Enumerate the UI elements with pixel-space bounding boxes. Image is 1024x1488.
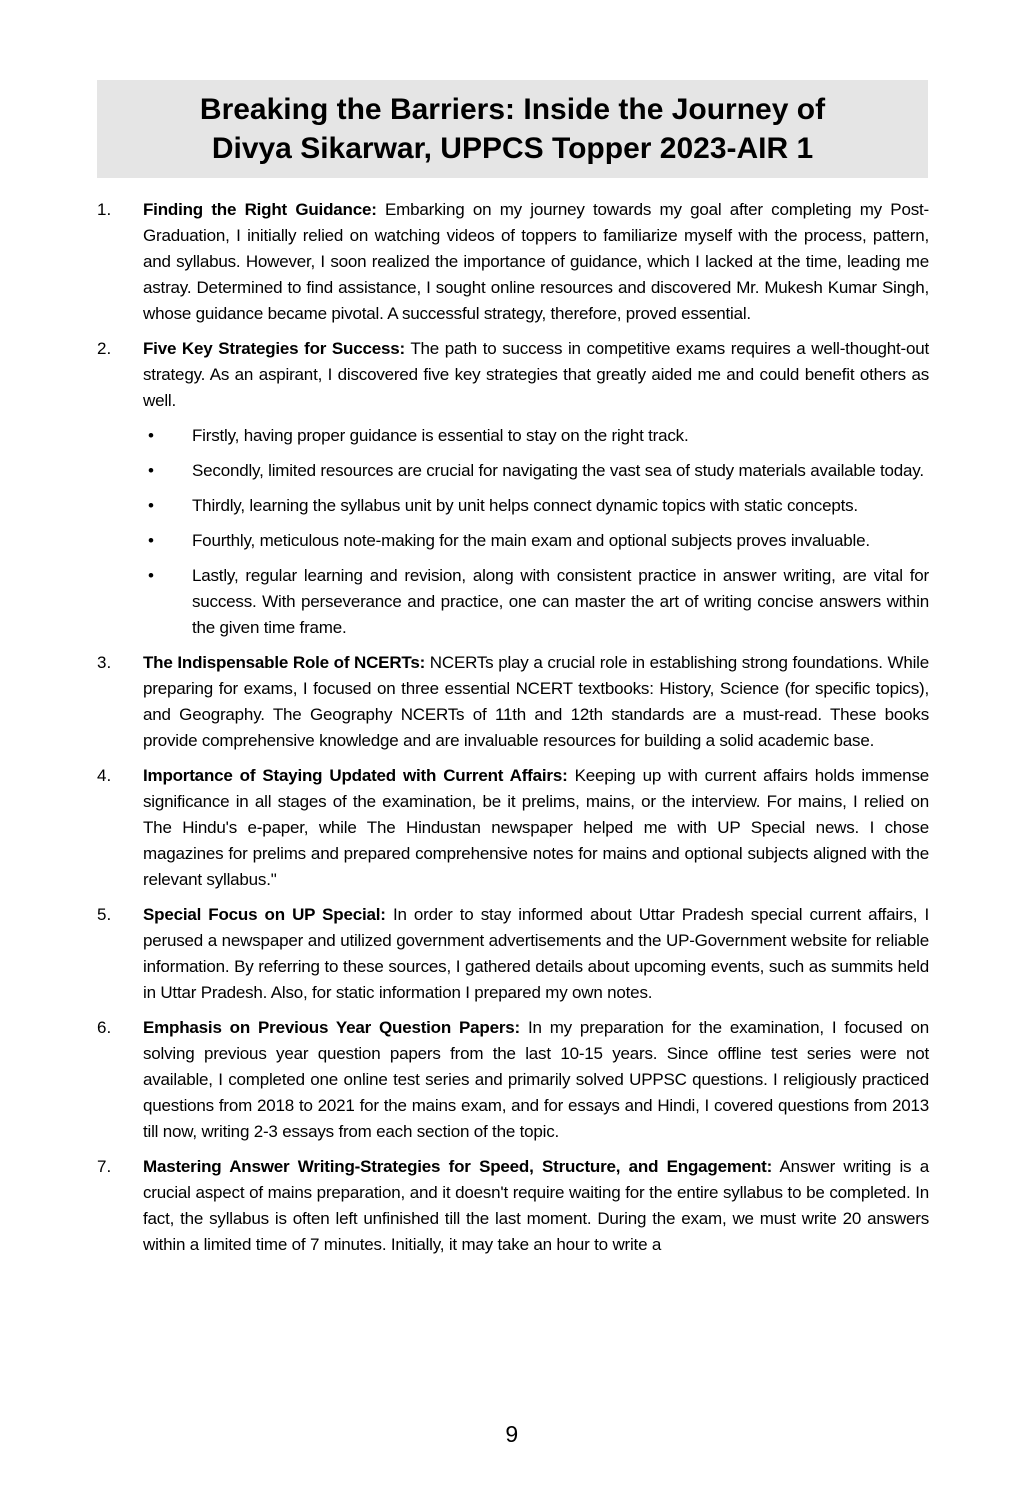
bullet-item-5 <box>143 563 929 641</box>
page-number: 9 <box>505 1421 519 1447</box>
item-number: 3. <box>97 653 112 672</box>
bullet-text: Lastly, regular learning and revision, along with consistent practice in answer writing, are vital for success. With perseverance and practice, one can master the art of writing concise answers within the given time frame. <box>192 566 929 637</box>
bullet-text: Firstly, having proper guidance is essential to stay on the right track. <box>192 426 689 445</box>
bullet-item-2 <box>143 458 929 484</box>
list-item-4 <box>97 763 929 893</box>
document-page <box>0 80 1024 1447</box>
item-content <box>143 1015 929 1145</box>
numbered-list <box>97 197 929 1258</box>
item-content <box>143 763 929 893</box>
bullet-icon: • <box>148 531 154 550</box>
item-number: 7. <box>97 1157 112 1176</box>
bullet-text: Fourthly, meticulous note-making for the main exam and optional subjects proves invaluable. <box>192 531 870 550</box>
item-number: 4. <box>97 766 112 785</box>
item-heading: The Indispensable Role of NCERTs: <box>143 653 426 672</box>
bullet-icon: • <box>148 496 154 515</box>
list-item-6 <box>97 1015 929 1145</box>
bullet-icon: • <box>148 461 154 480</box>
list-item-3 <box>97 650 929 754</box>
list-item-5 <box>97 902 929 1006</box>
title-line-2: Divya Sikarwar, UPPCS Topper 2023-AIR 1 <box>211 132 814 165</box>
item-content <box>143 197 929 327</box>
bullet-text: Thirdly, learning the syllabus unit by unit helps connect dynamic topics with static concepts. <box>192 496 858 515</box>
item-content <box>143 650 929 754</box>
bullet-text: Secondly, limited resources are crucial for navigating the vast sea of study materials available today. <box>192 461 924 480</box>
bullet-icon: • <box>148 566 154 585</box>
item-number: 5. <box>97 905 112 924</box>
item-number: 6. <box>97 1018 112 1037</box>
item-text: In order to stay informed about Uttar Pradesh special current affairs, I perused a newspaper and utilized government advertisements and the UP-Government website for reliable information. By referring to these sources, I gathered details about upcoming events, such as summits held in Uttar Pradesh. Also, for static information I prepared my own notes. <box>143 905 929 1002</box>
bullet-item-4 <box>143 528 929 554</box>
item-heading: Special Focus on UP Special: <box>143 905 386 924</box>
item-text: NCERTs play a crucial role in establishing strong foundations. While preparing for exams, I focused on three essential NCERT textbooks: History, Science (for specific topics), and Geography. The Geography NCERTs of 11th and 12th standards are a must-read. These books provide comprehensive knowledge and are invaluable resources for building a solid academic base. <box>143 653 930 750</box>
item-heading: Mastering Answer Writing-Strategies for Speed, Structure, and Engagement: <box>143 1157 773 1176</box>
item-number: 2. <box>97 339 112 358</box>
bullet-icon: • <box>148 426 154 445</box>
item-content <box>143 902 929 1006</box>
title-line-1: Breaking the Barriers: Inside the Journey of <box>199 93 826 126</box>
list-item-7 <box>97 1154 929 1258</box>
item-text: The path to success in competitive exams requires a well-thought-out strategy. As an aspirant, I discovered five key strategies that greatly aided me and could benefit others as well. <box>143 339 929 410</box>
item-content <box>143 336 929 641</box>
bullet-item-1 <box>143 423 929 449</box>
item-heading: Emphasis on Previous Year Question Papers: <box>143 1018 520 1037</box>
item-heading: Finding the Right Guidance: <box>143 200 377 219</box>
item-heading: Importance of Staying Updated with Current Affairs: <box>143 766 568 785</box>
bullet-list <box>143 423 929 641</box>
list-item-2 <box>97 336 929 641</box>
article-title-banner <box>97 80 928 178</box>
item-text: Keeping up with current affairs holds immense significance in all stages of the examination, be it prelims, mains, or the interview. For mains, I relied on The Hindu's e-paper, while The Hindustan newspaper helped me with UP Special news. I chose magazines for prelims and prepared comprehensive notes for mains and optional subjects aligned with the relevant syllabus." <box>143 766 929 889</box>
item-content <box>143 1154 929 1258</box>
bullet-item-3 <box>143 493 929 519</box>
item-text: In my preparation for the examination, I focused on solving previous year question papers from the last 10-15 years. Since offline test series were not available, I completed one online test series and primarily solved UPPSC questions. I religiously practiced questions from 2018 to 2021 for the mains exam, and for essays and Hindi, I covered questions from 2013 till now, writing 2-3 essays from each section of the topic. <box>143 1018 929 1141</box>
item-heading: Five Key Strategies for Success: <box>143 339 405 358</box>
item-text: Answer writing is a crucial aspect of mains preparation, and it doesn't require waiting for the entire syllabus to be completed. In fact, the syllabus is often left unfinished till the last moment. During the exam, we must write 20 answers within a limited time of 7 minutes. Initially, it may take an hour to write a <box>143 1157 929 1254</box>
list-item-1 <box>97 197 929 327</box>
item-number: 1. <box>97 200 112 219</box>
item-text: Embarking on my journey towards my goal after completing my Post-Graduation, I initially relied on watching videos of toppers to familiarize myself with the process, pattern, and syllabus. However, I soon realized the importance of guidance, which I lacked at the time, leading me astray. Determined to find assistance, I sought online resources and discovered Mr. Mukesh Kumar Singh, whose guidance became pivotal. A successful strategy, therefore, proved essential. <box>143 200 929 323</box>
